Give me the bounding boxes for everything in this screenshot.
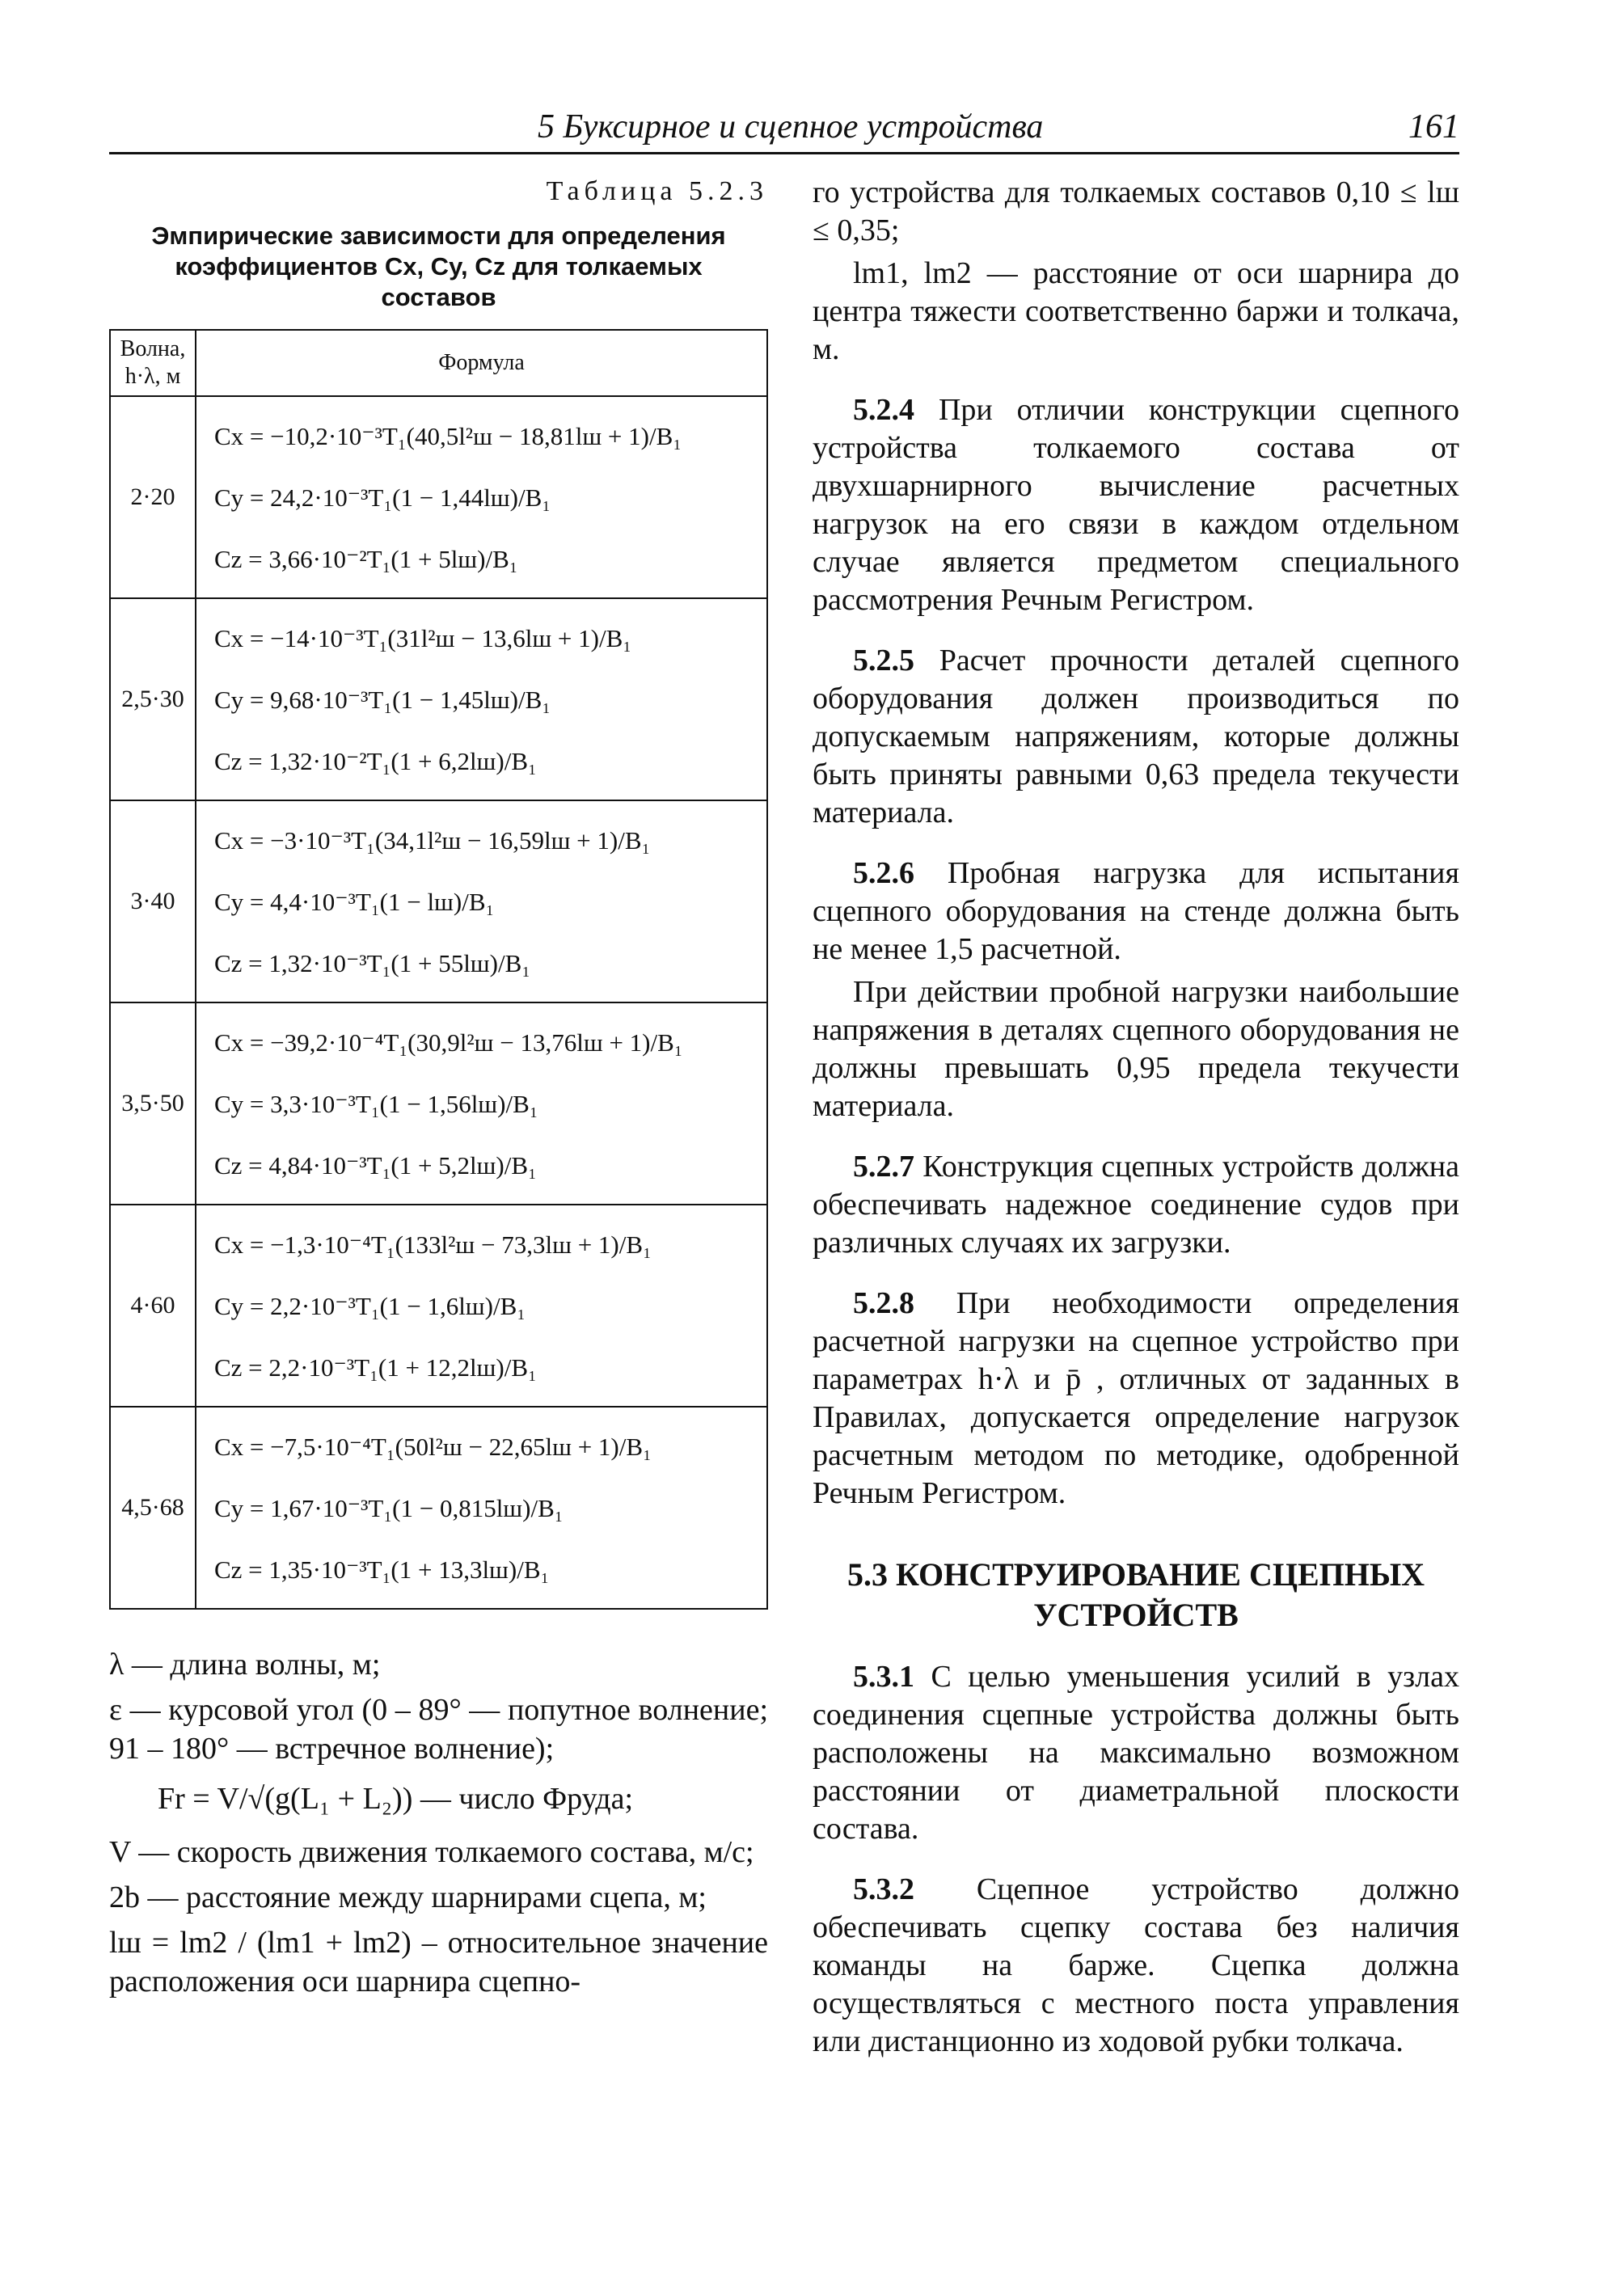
left-column xyxy=(109,174,768,2007)
paragraph-5-2-5 xyxy=(813,642,1459,832)
formula-cz: Cz = 1,32·10⁻³T₁(1 + 55lш)/B₁ xyxy=(214,949,531,977)
paragraph-text: С целью уменьшения усилий в узлах соединения сцепные устройства должны быть расположены на максимально возможном расстоянии от диаметральной плоскости состава. xyxy=(813,1660,1459,1846)
clause-number: 5.2.5 xyxy=(853,644,914,677)
formula-cz: Cz = 1,32·10⁻²T₁(1 + 6,2lш)/B₁ xyxy=(214,747,537,775)
formula-cx: Cx = −14·10⁻³T₁(31l²ш − 13,6lш + 1)/B₁ xyxy=(214,624,632,652)
table-header-row xyxy=(110,330,767,396)
wave-cell: 3,5·50 xyxy=(110,1002,196,1205)
paragraph-text: При отличии конструкции сцепного устройства толкаемого состава от двухшарнирного вычисление расчетных нагрузок на его связи в каждом отдельном случае является предметом специального рассмотрения Речным Регистром. xyxy=(813,393,1459,617)
formula-cy: Cy = 3,3·10⁻³T₁(1 − 1,56lш)/B₁ xyxy=(214,1090,538,1118)
formula-cy: Cy = 2,2·10⁻³T₁(1 − 1,6lш)/B₁ xyxy=(214,1292,526,1320)
note-velocity: V — скорость движения толкаемого состава, м/с; xyxy=(109,1835,754,1869)
table-row xyxy=(110,1407,767,1609)
wave-cell: 4·60 xyxy=(110,1205,196,1407)
continuation-text: го устройства для толкаемых составов 0,10 ≤ lш ≤ 0,35; xyxy=(813,175,1459,247)
table-row xyxy=(110,1205,767,1407)
formula-cz: Cz = 1,35·10⁻³T₁(1 + 13,3lш)/B₁ xyxy=(214,1555,550,1584)
paragraph-text: Расчет прочности деталей сцепного оборудования должен производиться по допускаемым напряжениям, которые должны быть приняты равными 0,63 предела текучести материала. xyxy=(813,644,1459,829)
table-caption: Эмпирические зависимости для определения коэффициентов Cx, Cy, Cz для толкаемых составов xyxy=(151,222,726,311)
paragraph-5-2-8 xyxy=(813,1285,1459,1513)
wave-column-header: Волна, h·λ, м xyxy=(110,330,196,396)
formula-cell xyxy=(196,1407,767,1609)
table-row xyxy=(110,598,767,800)
formula-cx: Cx = −3·10⁻³T₁(34,1l²ш − 16,59lш + 1)/B₁ xyxy=(214,826,651,855)
formula-cx: Cx = −7,5·10⁻⁴T₁(50l²ш − 22,65lш + 1)/B₁ xyxy=(214,1433,652,1461)
paragraph-5-3-1 xyxy=(813,1658,1459,1848)
paragraph-text: При необходимости определения расчетной нагрузки на сцепное устройство при параметрах h·λ и p̄ , отличных от заданных в Правилах, допускается определение нагрузок расчетным методом по методике, одобренной Речным Регистром. xyxy=(813,1286,1460,1510)
formula-cz: Cz = 3,66·10⁻²T₁(1 + 5lш)/B₁ xyxy=(214,545,518,573)
table-number: Таблица 5.2.3 xyxy=(546,176,768,206)
table-row xyxy=(110,1002,767,1205)
formula-cz: Cz = 2,2·10⁻³T₁(1 + 12,2lш)/B₁ xyxy=(214,1353,537,1382)
clause-number: 5.2.8 xyxy=(853,1286,914,1320)
formula-cx: Cx = −1,3·10⁻⁴T₁(133l²ш − 73,3lш + 1)/B₁ xyxy=(214,1230,652,1259)
formula-cz: Cz = 4,84·10⁻³T₁(1 + 5,2lш)/B₁ xyxy=(214,1151,537,1180)
table-row xyxy=(110,800,767,1002)
section-heading: 5.3 КОНСТРУИРОВАНИЕ СЦЕПНЫХ УСТРОЙСТВ xyxy=(846,1556,1425,1633)
page-number: 161 xyxy=(1408,108,1459,146)
paragraph-5-2-7 xyxy=(813,1148,1459,1262)
note-epsilon: ε — курсовой угол (0 – 89° — попутное волнение; 91 – 180° — встречное волнение); xyxy=(109,1693,768,1766)
table-row xyxy=(110,396,767,598)
paragraph-text: Конструкция сцепных устройств должна обеспечивать надежное соединение судов при различных случаях их загрузки. xyxy=(813,1150,1459,1260)
wave-cell: 3·40 xyxy=(110,800,196,1002)
formula-cx: Cx = −39,2·10⁻⁴T₁(30,9l²ш − 13,76lш + 1)/B₁ xyxy=(214,1028,683,1057)
right-column xyxy=(813,174,1459,2061)
formula-cell xyxy=(196,1205,767,1407)
paragraph-5-2-6 xyxy=(813,855,1459,969)
formula-cy: Cy = 4,4·10⁻³T₁(1 − lш)/B₁ xyxy=(214,888,495,916)
chapter-title: 5 Буксирное и сцепное устройства xyxy=(538,108,1044,146)
formula-cy: Cy = 9,68·10⁻³T₁(1 − 1,45lш)/B₁ xyxy=(214,686,551,714)
formula-cy: Cy = 24,2·10⁻³T₁(1 − 1,44lш)/B₁ xyxy=(214,483,551,512)
formula-table xyxy=(109,329,768,1610)
clause-number: 5.3.2 xyxy=(853,1872,914,1906)
paragraph-text: Пробная нагрузка для испытания сцепного оборудования на стенде должна быть не менее 1,5 расчетной. xyxy=(813,856,1459,966)
note-relative-hinge: lш = lm2 / (lm1 + lm2) – относительное значение расположения оси шарнира сцепно- xyxy=(109,1926,768,1998)
clause-number: 5.2.7 xyxy=(853,1150,914,1184)
formula-cy: Cy = 1,67·10⁻³T₁(1 − 0,815lш)/B₁ xyxy=(214,1494,564,1522)
symbol-definitions xyxy=(109,1645,768,2001)
note-hinge-distance: 2b — расстояние между шарнирами сцепа, м; xyxy=(109,1880,707,1914)
formula-cell xyxy=(196,800,767,1002)
formula-cell xyxy=(196,1002,767,1205)
wave-cell: 2,5·30 xyxy=(110,598,196,800)
clause-number: 5.2.4 xyxy=(853,393,914,427)
note-lambda: λ — длина волны, м; xyxy=(109,1648,381,1682)
clause-number: 5.3.1 xyxy=(853,1660,914,1694)
paragraph-text: Сцепное устройство должно обеспечивать сцепку состава без наличия команды на барже. Сцепка должна осуществляться с местного поста управления или дистанционно из ходовой рубки толкача. xyxy=(813,1872,1459,2058)
clause-number: 5.2.6 xyxy=(853,856,914,890)
formula-column-header: Формула xyxy=(196,330,767,396)
wave-cell: 4,5·68 xyxy=(110,1407,196,1609)
wave-cell: 2·20 xyxy=(110,396,196,598)
note-froude: Fr = V/√(g(L₁ + L₂)) — число Фруда; xyxy=(158,1782,634,1816)
formula-cx: Cx = −10,2·10⁻³T₁(40,5l²ш − 18,81lш + 1)/B₁ xyxy=(214,422,682,450)
paragraph-5-2-4 xyxy=(813,391,1459,619)
formula-cell xyxy=(196,396,767,598)
paragraph-5-3-2 xyxy=(813,1871,1459,2061)
paragraph-5-2-6-continued: При действии пробной нагрузки наибольшие напряжения в деталях сцепного оборудования не должны превышать 0,95 предела текучести материала. xyxy=(813,975,1459,1123)
running-header xyxy=(109,107,1459,154)
formula-cell xyxy=(196,598,767,800)
note-lm-distances: lm1, lm2 — расстояние от оси шарнира до центра тяжести соответственно баржи и толкача, м. xyxy=(813,256,1459,366)
